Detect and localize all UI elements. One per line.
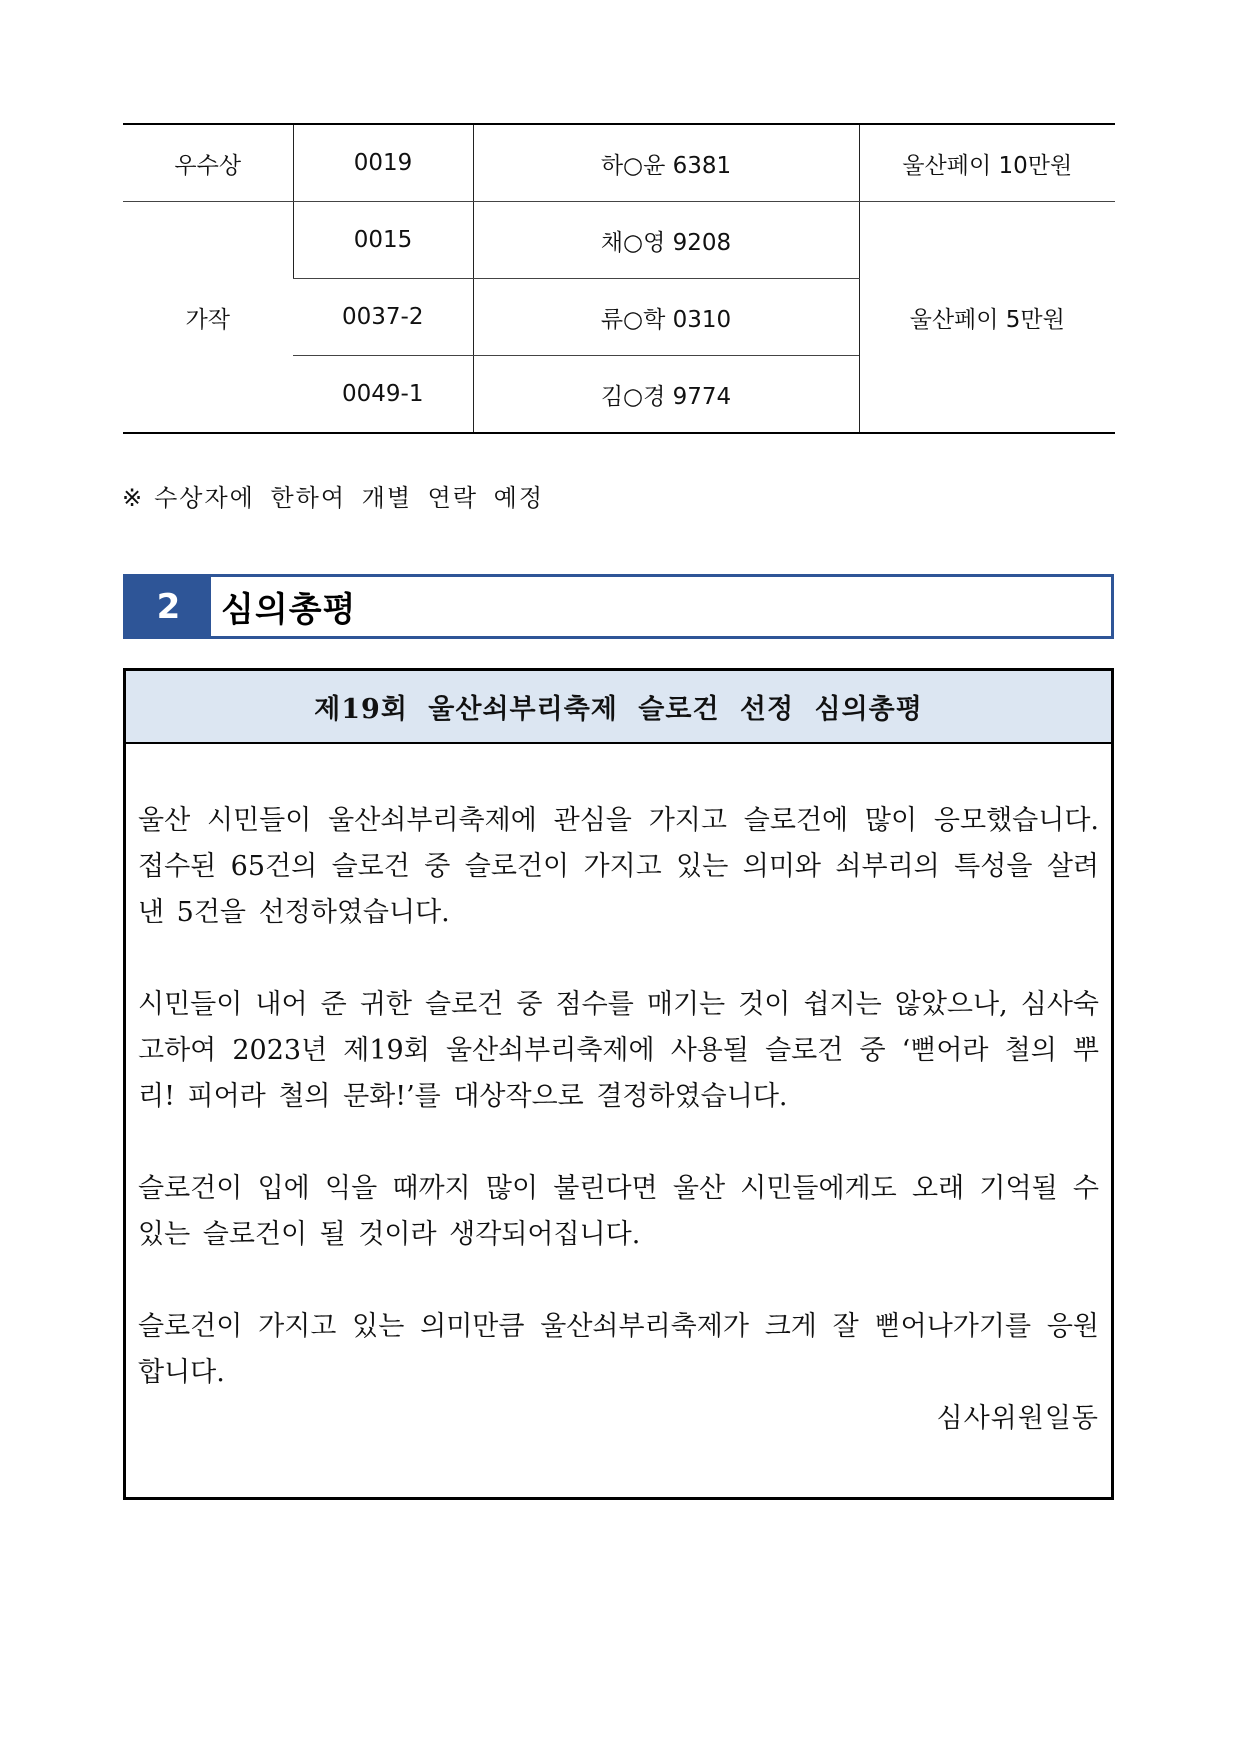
entry-number: 0037-2 [293,279,473,356]
note-text: 수상자에 한하여 개별 연락 예정 [154,484,545,512]
award-category: 우수상 [123,124,293,202]
section-header [123,574,1114,639]
review-paragraph: 슬로건이 입에 익을 때까지 많이 불린다면 울산 시민들에게도 오래 기억될 수 있는 슬로건이 될 것이라 생각되어집니다. [138,1173,1099,1250]
winner-name: 김○경 9774 [473,356,859,434]
review-paragraph: 울산 시민들이 울산쇠부리축제에 관심을 가지고 슬로건에 많이 응모했습니다. 접수된 65건의 슬로건 중 슬로건이 가지고 있는 의미와 쇠부리의 특성을 살려낸 5건을 선정하였습니다. [138,805,1099,928]
review-title: 제19회 울산쇠부리축제 슬로건 선정 심의총평 [126,671,1111,744]
entry-number: 0019 [293,124,473,202]
awards-table [123,123,1115,434]
review-paragraph: 시민들이 내어 준 귀한 슬로건 중 점수를 매기는 것이 쉽지는 않았으나, 심사숙고하여 2023년 제19회 울산쇠부리축제에 사용될 슬로건 중 ‘뻗어라 철의 뿌리! 피어라 철의 문화!’를 대상작으로 결정하였습니다. [138,989,1099,1112]
review-paragraph: 슬로건이 가지고 있는 의미만큼 울산쇠부리축제가 크게 잘 뻗어나가기를 응원합니다. [138,1311,1099,1388]
note-mark: ※ [122,484,145,512]
section-title: 심의총평 [221,590,357,630]
winner-name: 류○학 0310 [473,279,859,356]
entry-number: 0049-1 [293,356,473,434]
table-row [123,124,1115,202]
review-body [126,798,1111,1396]
prize: 울산페이 10만원 [859,124,1115,202]
entry-number: 0015 [293,202,473,279]
review-box [123,668,1114,1500]
winner-name: 하○윤 6381 [473,124,859,202]
section-number: 2 [126,577,211,636]
winner-name: 채○영 9208 [473,202,859,279]
table-row [123,202,1115,279]
contact-note [122,478,544,513]
award-category: 가작 [123,202,293,434]
prize: 울산페이 5만원 [859,202,1115,434]
review-signature: 심사위원일동 [936,1403,1099,1434]
